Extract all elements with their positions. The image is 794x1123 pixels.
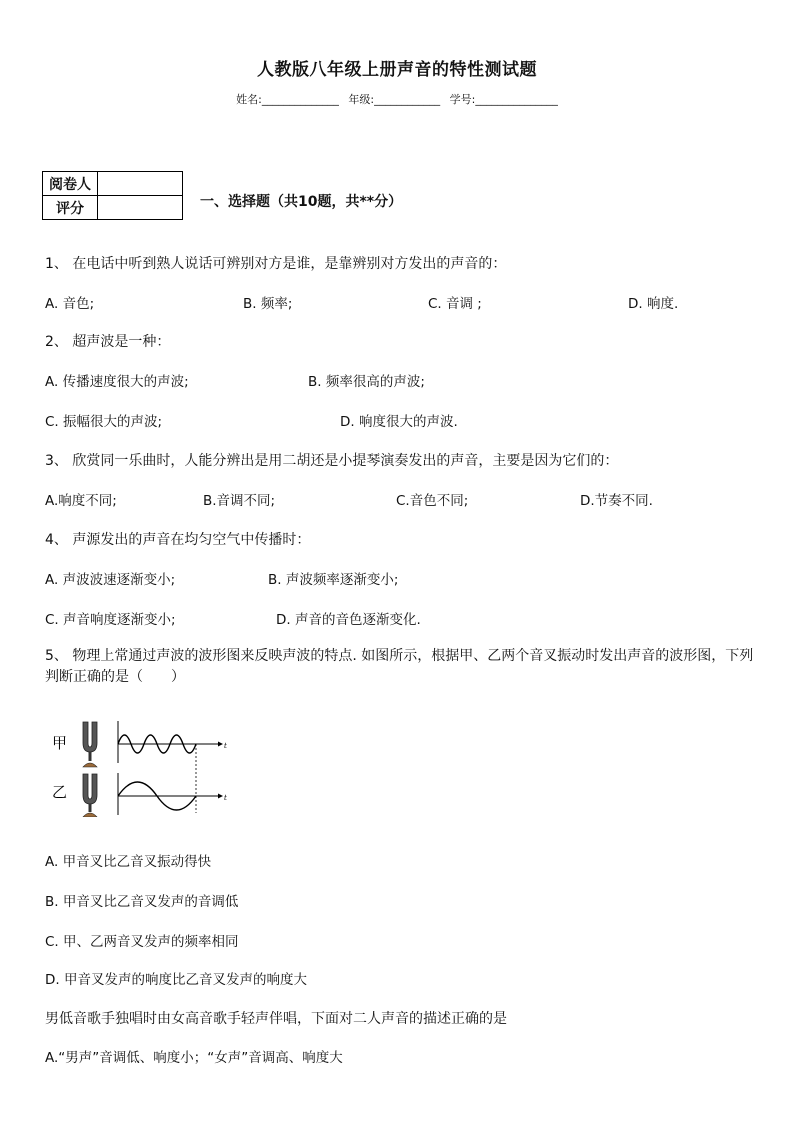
grader-table (42, 171, 183, 220)
question-3-option-d[interactable]: D.节奏不同. (580, 493, 653, 509)
tuning-fork-waveform-figure (50, 717, 240, 817)
section-heading: 一、选择题（共10题，共**分） (200, 194, 403, 210)
question-1-option-d[interactable]: D. 响度. (628, 296, 679, 312)
question-5-option-a[interactable]: A. 甲音叉比乙音叉振动得快 (45, 854, 212, 870)
score-label: 评分 (43, 196, 98, 220)
student-id-field[interactable]: 学号:_______________ (449, 93, 558, 106)
question-3-option-c[interactable]: C.音色不同; (396, 493, 469, 509)
student-info-line (0, 91, 794, 107)
tuning-fork-yi-icon (83, 774, 97, 817)
grader-label: 阅卷人 (43, 172, 98, 196)
question-1-stem: 1、 在电话中听到熟人说话可辨别对方是谁，是靠辨别对方发出的声音的： (45, 256, 507, 272)
question-3-option-a[interactable]: A.响度不同; (45, 493, 117, 509)
svg-text:t: t (224, 742, 227, 750)
fork-yi-label: 乙 (52, 783, 68, 801)
question-2-stem: 2、 超声波是一种： (45, 334, 171, 350)
waveform-jia (118, 721, 227, 763)
question-2-option-a[interactable]: A. 传播速度很大的声波; (45, 374, 189, 390)
fork-jia-label: 甲 (52, 734, 68, 752)
question-2-option-b[interactable]: B. 频率很高的声波; (308, 374, 425, 390)
question-4-stem: 4、 声源发出的声音在均匀空气中传播时： (45, 532, 311, 548)
waveform-yi (118, 773, 227, 815)
question-4-option-b[interactable]: B. 声波频率逐渐变小; (268, 572, 399, 588)
question-3-option-b[interactable]: B.音调不同; (203, 493, 276, 509)
page-title: 人教版八年级上册声音的特性测试题 (257, 60, 537, 80)
question-6-stem: 男低音歌手独唱时由女高音歌手轻声伴唱，下面对二人声音的描述正确的是 (45, 1011, 507, 1027)
question-4-option-c[interactable]: C. 声音响度逐渐变小; (45, 612, 176, 628)
grade-field[interactable]: 年级:____________ (348, 93, 441, 106)
question-1-option-c[interactable]: C. 音调 ; (428, 296, 482, 312)
question-2-option-d[interactable]: D. 响度很大的声波. (340, 414, 458, 430)
svg-text:t: t (224, 794, 227, 802)
tuning-fork-jia-icon (83, 722, 97, 767)
score-value-cell[interactable] (98, 196, 183, 220)
question-4-option-d[interactable]: D. 声音的音色逐渐变化. (276, 612, 421, 628)
question-6-option-a[interactable]: A.“男声”音调低、响度小；“女声”音调高、响度大 (45, 1050, 343, 1066)
question-1-option-a[interactable]: A. 音色; (45, 296, 95, 312)
question-5-option-d[interactable]: D. 甲音叉发声的响度比乙音叉发声的响度大 (45, 972, 307, 988)
question-5-option-b[interactable]: B. 甲音叉比乙音叉发声的音调低 (45, 894, 239, 910)
question-2-option-c[interactable]: C. 振幅很大的声波; (45, 414, 163, 430)
question-5-stem: 5、 物理上常通过声波的波形图来反映声波的特点. 如图所示，根据甲、乙两个音叉振动时发出声音的波形图，下列判断正确的是（ ） (45, 648, 754, 685)
question-1-option-b[interactable]: B. 频率; (243, 296, 293, 312)
grader-value-cell[interactable] (98, 172, 183, 196)
name-field[interactable]: 姓名:______________ (236, 93, 339, 106)
question-4-option-a[interactable]: A. 声波波速逐渐变小; (45, 572, 176, 588)
question-3-stem: 3、 欣赏同一乐曲时，人能分辨出是用二胡还是小提琴演奏发出的声音，主要是因为它们的： (45, 453, 619, 469)
question-5-option-c[interactable]: C. 甲、乙两音叉发声的频率相同 (45, 934, 239, 950)
